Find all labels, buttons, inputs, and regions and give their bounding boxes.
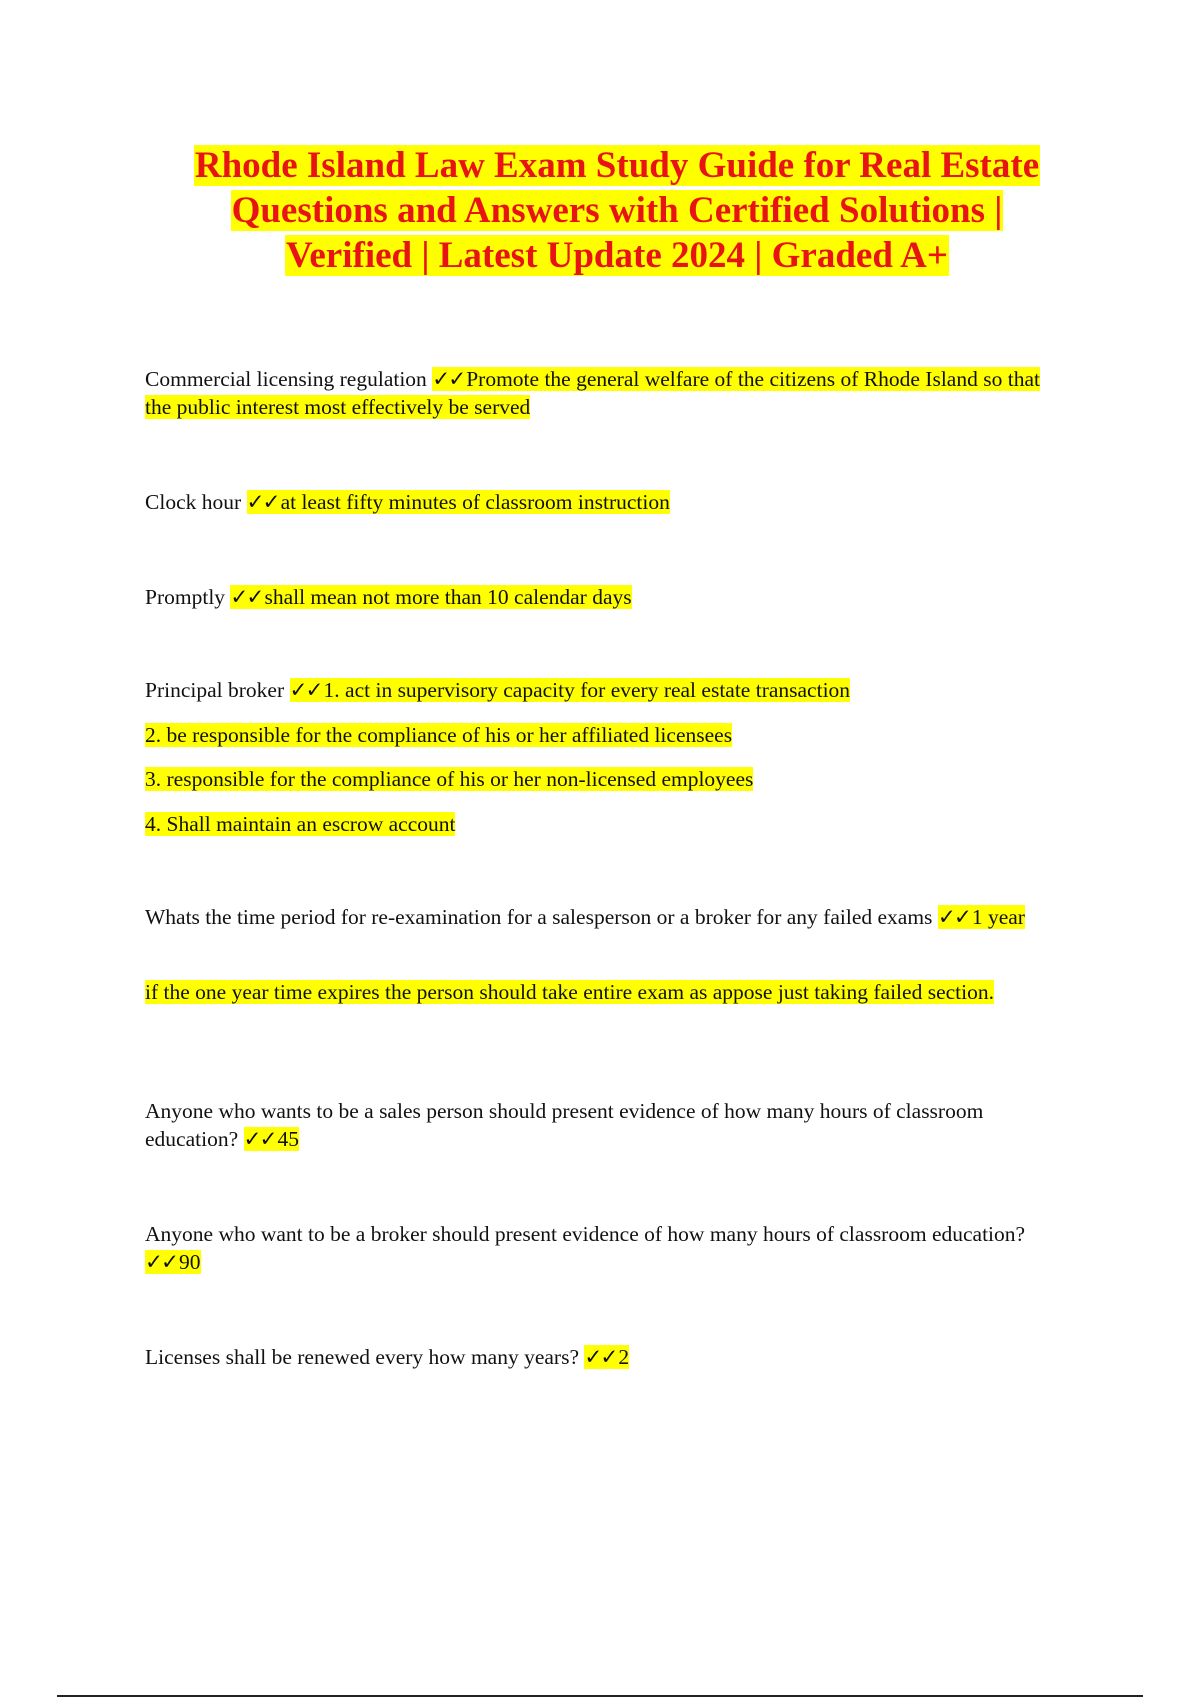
answer-line-text: 4. Shall maintain an escrow account (145, 812, 456, 836)
answer-text: 1 year (971, 905, 1025, 929)
answer-text: 2 (618, 1345, 630, 1369)
title-line-3: Verified | Latest Update 2024 | Graded A+ (286, 235, 948, 276)
answer-line (145, 810, 1045, 838)
qa-item (145, 1097, 1045, 1153)
question-text: Commercial licensing regulation (145, 367, 433, 391)
answer-text: shall mean not more than 10 calendar days (264, 585, 632, 609)
question-text: Anyone who wants to be a sales person should present evidence of how many hours of classroom education? (145, 1099, 984, 1151)
check-icon: ✓✓ (937, 905, 970, 929)
footer-divider (57, 1695, 1143, 1697)
answer-text: 45 (277, 1127, 300, 1151)
answer-text: Promote the general welfare of the citizens of Rhode Island so that the public interest most effectively be served (145, 367, 1040, 419)
check-icon: ✓✓ (246, 490, 279, 514)
answer-line-text: if the one year time expires the person should take entire exam as appose just taking failed section. (145, 980, 994, 1004)
qa-item (145, 365, 1045, 421)
check-icon: ✓✓ (145, 1250, 178, 1274)
answer-line-text: 3. responsible for the compliance of his or her non-licensed employees (145, 767, 754, 791)
check-icon: ✓✓ (432, 367, 465, 391)
answer-text: 1. act in supervisory capacity for every real estate transaction (323, 678, 851, 702)
answer-line (145, 721, 1045, 749)
question-text: Promptly (145, 585, 231, 609)
question-text: Clock hour (145, 490, 247, 514)
question-text: Anyone who want to be a broker should present evidence of how many hours of classroom education? (145, 1222, 1026, 1246)
answer-line-text: 2. be responsible for the compliance of his or her affiliated licensees (145, 723, 733, 747)
question-text: Principal broker (145, 678, 290, 702)
title-line-1: Rhode Island Law Exam Study Guide for Real Estate (194, 145, 1040, 186)
qa-item (145, 676, 1045, 704)
answer-line (145, 980, 1045, 1005)
question-text: Licenses shall be renewed every how many years? (145, 1345, 585, 1369)
qa-item (145, 488, 1045, 516)
check-icon: ✓✓ (230, 585, 263, 609)
answer-text: at least fifty minutes of classroom instruction (280, 490, 670, 514)
qa-item (145, 903, 1045, 931)
check-icon: ✓✓ (289, 678, 322, 702)
question-text: Whats the time period for re-examination for a salesperson or a broker for any failed exams (145, 905, 938, 929)
qa-item (145, 583, 1045, 611)
check-icon: ✓✓ (584, 1345, 617, 1369)
document-title (120, 143, 1114, 278)
qa-item (145, 1343, 1045, 1371)
answer-line (145, 765, 1045, 793)
qa-item (145, 1220, 1045, 1276)
title-line-2: Questions and Answers with Certified Solutions | (231, 190, 1003, 231)
answer-text: 90 (179, 1250, 201, 1274)
check-icon: ✓✓ (243, 1127, 276, 1151)
